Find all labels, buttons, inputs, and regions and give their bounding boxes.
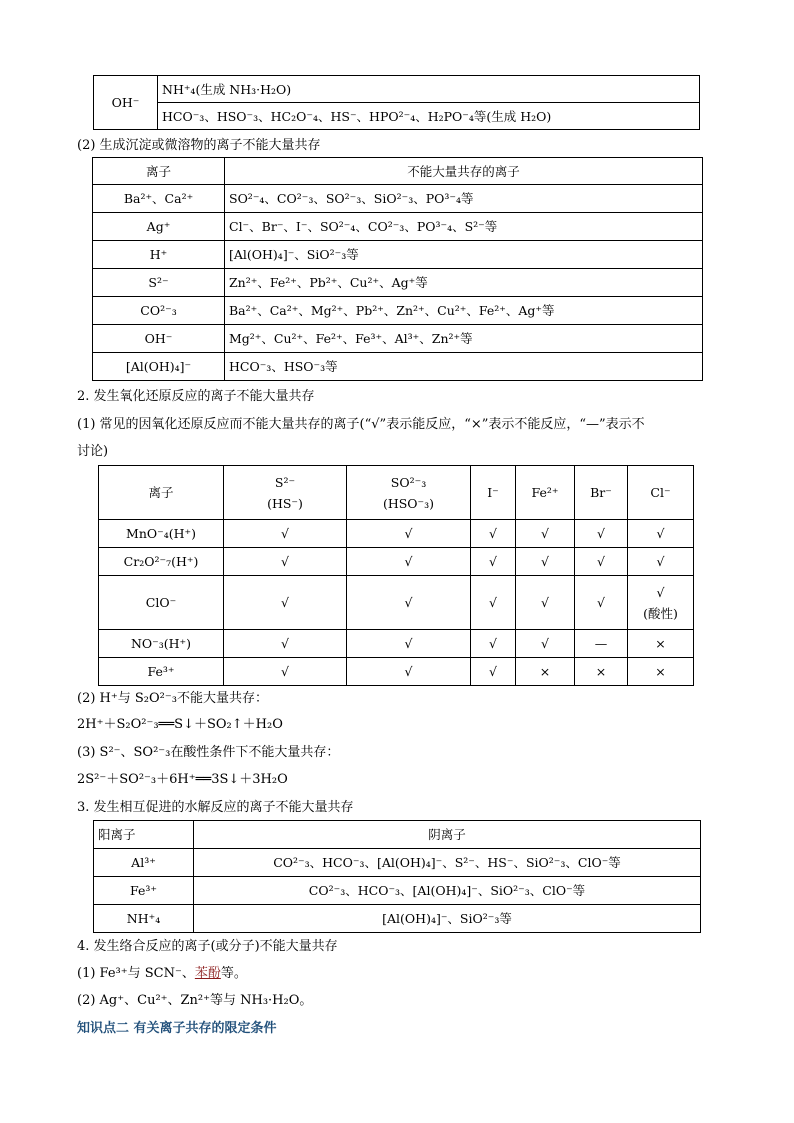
t2-head-br: Br⁻: [575, 466, 628, 520]
table-cell: Al³⁺: [94, 849, 194, 877]
equation-h-s2o3: 2H⁺＋S₂O²⁻₃══S↓＋SO₂↑＋H₂O: [77, 717, 283, 732]
redox-table: [98, 465, 694, 686]
table-cell: ClO⁻: [99, 576, 224, 630]
table-cell: ×: [516, 658, 575, 686]
clo-acid-note: (酸性): [643, 605, 678, 621]
complex-item-1-post: 等。: [220, 966, 247, 981]
table-cell: Mg²⁺、Cu²⁺、Fe²⁺、Fe³⁺、Al³⁺、Zn²⁺等: [225, 325, 703, 353]
precipitate-table: [92, 157, 703, 381]
table-cell: Ba²⁺、Ca²⁺: [93, 185, 225, 213]
table-cell: [628, 576, 694, 630]
table-cell: √: [516, 630, 575, 658]
table-cell: Ba²⁺、Ca²⁺、Mg²⁺、Pb²⁺、Zn²⁺、Cu²⁺、Fe²⁺、Ag⁺等: [225, 297, 703, 325]
table-cell: CO²⁻₃、HCO⁻₃、[Al(OH)₄]⁻、SiO²⁻₃、ClO⁻等: [194, 877, 701, 905]
table-cell: NH⁺₄: [94, 905, 194, 933]
t2-head-s2-main: S²⁻: [274, 474, 296, 490]
complex-item-1: [77, 962, 247, 981]
oh-row-2: HCO⁻₃、HSO⁻₃、HC₂O⁻₄、HS⁻、HPO²⁻₄、H₂PO⁻₄等(生成 H₂O): [158, 103, 700, 130]
table-cell: √: [224, 548, 347, 576]
table-cell: S²⁻: [93, 269, 225, 297]
table-cell: ×: [628, 658, 694, 686]
t1-head-ion: 离子: [93, 158, 225, 185]
heading-hydrolysis: 3. 发生相互促进的水解反应的离子不能大量共存: [77, 800, 354, 815]
oh-row-1: NH⁺₄(生成 NH₃·H₂O): [158, 76, 700, 103]
table-cell: √: [347, 630, 471, 658]
t1-head-incompatible: 不能大量共存的离子: [225, 158, 703, 185]
table-cell: Cr₂O²⁻₇(H⁺): [99, 548, 224, 576]
table-cell: HCO⁻₃、HSO⁻₃等: [225, 353, 703, 381]
clo-cl-mark: √: [656, 584, 665, 600]
table-cell: √: [224, 520, 347, 548]
table-cell: √: [224, 630, 347, 658]
table-cell: NO⁻₃(H⁺): [99, 630, 224, 658]
heading-precipitate: (2) 生成沉淀或微溶物的离子不能大量共存: [77, 138, 321, 153]
t2-head-ion: 离子: [99, 466, 224, 520]
oh-label: OH⁻: [94, 76, 158, 130]
section-heading-2: 知识点二 有关离子共存的限定条件: [77, 1021, 277, 1036]
table-cell: ×: [575, 658, 628, 686]
table-cell: √: [347, 658, 471, 686]
oh-reaction-table: [93, 75, 700, 130]
table-cell: [Al(OH)₄]⁻、SiO²⁻₃等: [194, 905, 701, 933]
heading-redox: 2. 发生氧化还原反应的离子不能大量共存: [77, 389, 315, 404]
heading-complexation: 4. 发生络合反应的离子(或分子)不能大量共存: [77, 939, 338, 954]
t3-head-cation: 阳离子: [94, 821, 194, 849]
t2-head-fe2: Fe²⁺: [516, 466, 575, 520]
table-cell: Fe³⁺: [94, 877, 194, 905]
table-cell: Zn²⁺、Fe²⁺、Pb²⁺、Cu²⁺、Ag⁺等: [225, 269, 703, 297]
phenol-highlight: 苯酚: [194, 966, 221, 981]
table-cell: Fe³⁺: [99, 658, 224, 686]
table-cell: √: [575, 520, 628, 548]
table-cell: √: [347, 576, 471, 630]
t2-head-hso3: (HSO⁻₃): [382, 495, 435, 511]
table-cell: √: [471, 576, 516, 630]
redox-intro-line1: (1) 常见的因氧化还原反应而不能大量共存的离子(“√”表示能反应，“×”表示不能反应，“—”表示不: [77, 417, 645, 432]
t2-head-cl: Cl⁻: [628, 466, 694, 520]
table-cell: MnO⁻₄(H⁺): [99, 520, 224, 548]
table-cell: [Al(OH)₄]⁻、SiO²⁻₃等: [225, 241, 703, 269]
t2-head-so3-main: SO²⁻₃: [390, 474, 427, 490]
table-cell: √: [471, 658, 516, 686]
para-s2-so3: (3) S²⁻、SO²⁻₃在酸性条件下不能大量共存：: [77, 745, 340, 760]
table-cell: √: [471, 520, 516, 548]
table-cell: √: [471, 548, 516, 576]
hydrolysis-table: [93, 820, 701, 933]
table-cell: [Al(OH)₄]⁻: [93, 353, 225, 381]
table-cell: √: [516, 520, 575, 548]
table-cell: √: [224, 576, 347, 630]
complex-item-1-pre: (1) Fe³⁺与 SCN⁻、: [77, 966, 195, 981]
table-cell: √: [516, 576, 575, 630]
equation-s2-so3: 2S²⁻＋SO²⁻₃＋6H⁺══3S↓＋3H₂O: [77, 772, 288, 787]
table-cell: √: [347, 548, 471, 576]
table-cell: √: [471, 630, 516, 658]
table-cell: √: [575, 576, 628, 630]
t2-head-i: I⁻: [471, 466, 516, 520]
t3-head-anion: 阴离子: [194, 821, 701, 849]
table-cell: √: [224, 658, 347, 686]
table-cell: SO²⁻₄、CO²⁻₃、SO²⁻₃、SiO²⁻₃、PO³⁻₄等: [225, 185, 703, 213]
t2-head-hs: (HS⁻): [267, 495, 303, 511]
table-cell: √: [575, 548, 628, 576]
t2-head-s2: [224, 466, 347, 520]
t2-head-so3: [347, 466, 471, 520]
para-h-s2o3: (2) H⁺与 S₂O²⁻₃不能大量共存：: [77, 691, 268, 706]
table-cell: Ag⁺: [93, 213, 225, 241]
redox-intro-line2: 讨论): [77, 444, 109, 459]
table-cell: √: [516, 548, 575, 576]
table-cell: H⁺: [93, 241, 225, 269]
table-cell: ×: [628, 630, 694, 658]
table-cell: —: [575, 630, 628, 658]
table-cell: √: [628, 548, 694, 576]
table-cell: √: [347, 520, 471, 548]
table-cell: CO²⁻₃、HCO⁻₃、[Al(OH)₄]⁻、S²⁻、HS⁻、SiO²⁻₃、ClO⁻等: [194, 849, 701, 877]
table-cell: Cl⁻、Br⁻、I⁻、SO²⁻₄、CO²⁻₃、PO³⁻₄、S²⁻等: [225, 213, 703, 241]
table-cell: √: [628, 520, 694, 548]
table-cell: CO²⁻₃: [93, 297, 225, 325]
complex-item-2: (2) Ag⁺、Cu²⁺、Zn²⁺等与 NH₃·H₂O。: [77, 993, 313, 1008]
table-cell: OH⁻: [93, 325, 225, 353]
